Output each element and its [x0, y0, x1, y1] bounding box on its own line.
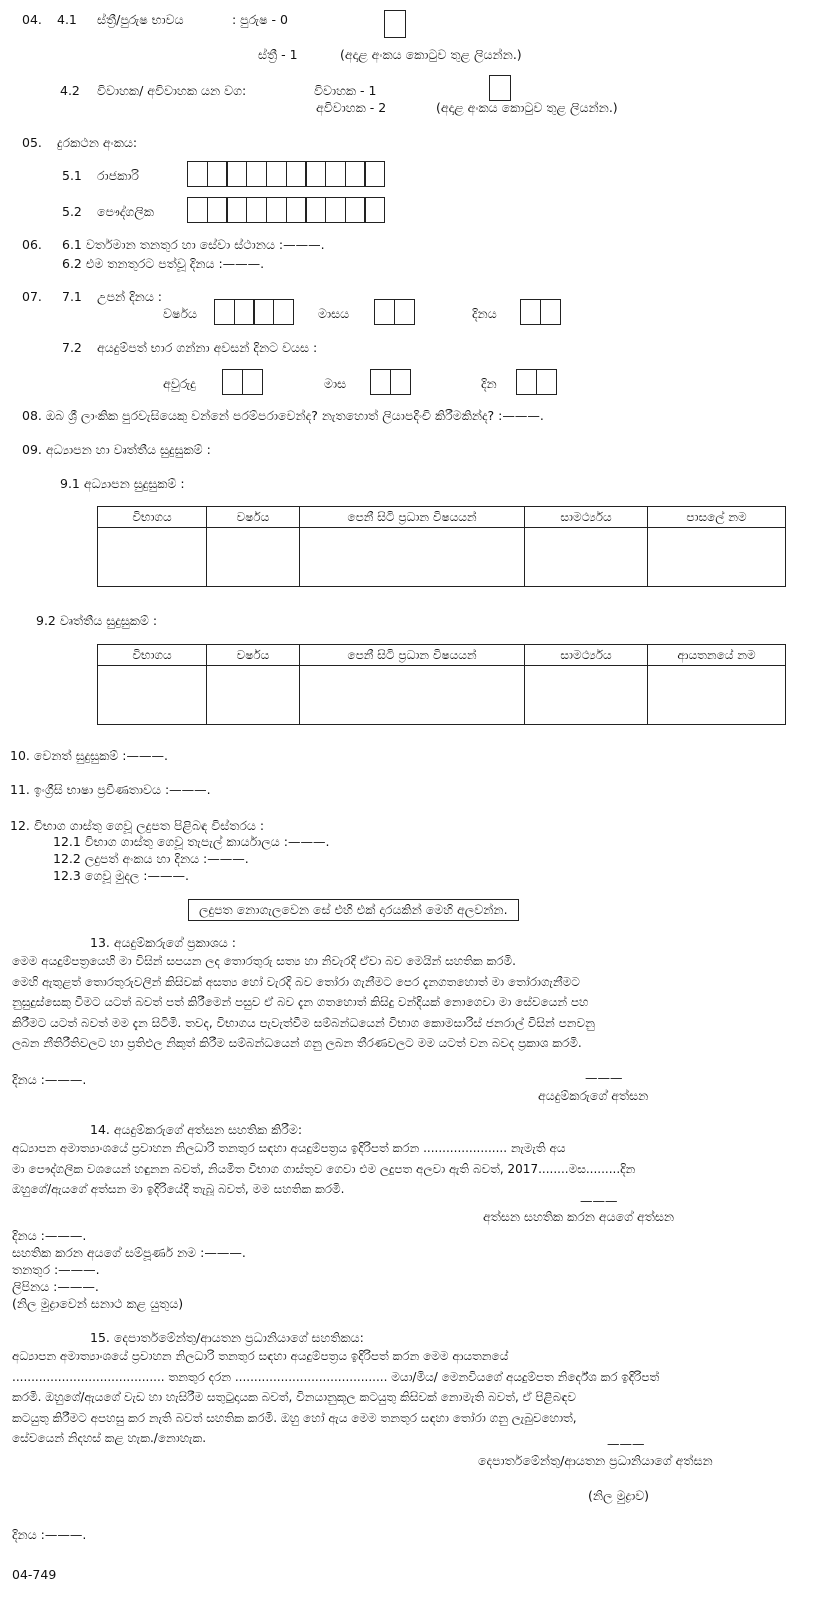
birth-day-boxes[interactable] [520, 299, 559, 325]
birth-month-label: මාසය [318, 306, 350, 321]
certifier-designation-field[interactable]: තනතුර :———. [12, 1262, 100, 1277]
male-option: : පුරුෂ - 0 [232, 12, 288, 27]
certifier-signature-line[interactable]: ——— [580, 1193, 618, 1208]
col-subjects: පෙනී සිටි ප්‍රධාන විෂයයන් [300, 507, 525, 528]
qualifications-title: 09. අධ්‍යාපන හා වෘත්තීය සුදුසුකම් : [22, 442, 211, 457]
signature-certification-title: 14. අයදුම්කරුගේ අත්සන සහතික කිරීම: [90, 1122, 303, 1137]
applicant-signature-label: අයදුම්කරුගේ අත්සන [538, 1088, 649, 1103]
q07-1-number: 7.1 [62, 289, 82, 304]
certifier-name-field[interactable]: සහතික කරන අයගේ සම්පූර්ණ නම :———. [12, 1245, 246, 1260]
declaration-date-field[interactable]: දිනය :———. [12, 1072, 87, 1087]
marital-code-box[interactable] [489, 75, 511, 101]
col-year: වර්ෂය [207, 507, 300, 528]
birth-year-boxes[interactable] [214, 299, 293, 325]
marital-box-note: (අදාළ අංකය කොටුව තුළ ලියන්න.) [436, 100, 618, 115]
q05-number: 05. [22, 135, 42, 150]
footer-code: 04-749 [12, 1567, 57, 1582]
age-days-boxes[interactable] [516, 369, 555, 395]
birth-month-boxes[interactable] [374, 299, 413, 325]
col-school: පාසලේ නම [648, 507, 786, 528]
q04-1-number: 4.1 [57, 12, 77, 27]
official-seal-label: (නිල මුද්‍රාව) [588, 1488, 650, 1503]
declaration-text: මෙම අයදුම්පත්‍රයෙහි මා විසින් සපයන ලද තොරතුරු සත්‍ය හා නිවැරදි ඒවා බව මෙයින් සහතික කරමි. මෙහි ඇතුළත් තොරතුරුවලින් කිසිවක් අසත්‍ය හෝ වැරදි බව තෝරා ගැනීමට පෙර දැනගතහොත් මා තෝරාගැනීමට නුසුදුස්සෙකු වීමට යටත් බවත් පත් කිරීමෙන් පසුව ඒ බව දැන ගතහොත් කිසිදු වන්දියක් නොගෙවා මා සේවයෙන් පහ කිරීමට යටත් බවත් මම දැන සිටිමි. තවද, විභාගය පැවැත්වීම සම්බන්ධයෙන් විභාග කොමසාරිස් ජනරාල් විසින් පනවනු ලබන නීතිරීතිවලට හා ප්‍රතිඵල නිකුත් කිරීම සම්බන්ධයෙන් ගනු ලබන තීරණවලට මම යටත් වන බවද ප්‍රකාශ කරමි. [12, 954, 595, 1050]
appointment-date-field[interactable]: 6.2 එම තනතුරට පත්වූ දිනය :———. [62, 256, 265, 271]
receipt-details-title: 12. විභාග ගාස්තු ගෙවූ ලදුපත පිළිබඳ විස්තරය : [10, 818, 265, 833]
gender-code-box[interactable] [384, 10, 406, 38]
declaration-title: 13. අයදුම්කරුගේ ප්‍රකාශය : [90, 935, 236, 950]
col-exam: විභාගය [98, 645, 207, 666]
head-certificate-date-field[interactable]: දිනය :———. [12, 1527, 87, 1542]
col-institution: ආයතනයේ නම [648, 645, 786, 666]
married-option: විවාහක - 1 [314, 83, 377, 98]
certifier-address-field[interactable]: ලිපිනය :———. [12, 1279, 99, 1294]
other-qualifications-field[interactable]: 10. වෙනත් සුදුසුකම් :———. [10, 748, 168, 763]
col-exam: විභාගය [98, 507, 207, 528]
birth-date-label: උපන් දිනය : [97, 289, 162, 304]
age-years-boxes[interactable] [222, 369, 261, 395]
q06-number: 06. [22, 237, 42, 252]
phone-label: දුරකථන අංකය: [57, 135, 138, 150]
official-phone-boxes[interactable] [187, 161, 384, 187]
head-signature-line[interactable]: ——— [607, 1436, 645, 1451]
col-passes: සාමර්ථ්‍යය [525, 507, 648, 528]
age-months-boxes[interactable] [370, 369, 409, 395]
q07-number: 07. [22, 289, 42, 304]
gender-box-note: (අදාළ අංකය කොටුව තුළ ලියන්න.) [340, 47, 522, 62]
post-office-field[interactable]: 12.1 විභාග ගාස්තු ගෙවූ තැපැල් කාර්යාලය :———. [53, 834, 330, 849]
col-year: වර්ෂය [207, 645, 300, 666]
personal-phone-label: පෞද්ගලික [97, 204, 154, 219]
age-label: අයදුම්පත් භාර ගන්නා අවසන් දිනට වයස : [97, 340, 318, 355]
english-proficiency-field[interactable]: 11. ඉංග්‍රීසි භාෂා ප්‍රවීණතාවය :———. [10, 782, 211, 797]
q04-2-number: 4.2 [60, 83, 80, 98]
education-table[interactable] [97, 506, 786, 587]
q05-1-number: 5.1 [62, 168, 82, 183]
applicant-signature-line[interactable]: ——— [585, 1070, 623, 1085]
unmarried-option: අවිවාහක - 2 [316, 100, 387, 115]
education-qualifications-label: 9.1 අධ්‍යාපන සුදුසුකම් : [60, 476, 185, 491]
certifier-signature-label: අත්සන සහතික කරන අයගේ අත්සන [483, 1209, 674, 1224]
age-days-label: දින [481, 376, 497, 391]
certification-date-field[interactable]: දිනය :———. [12, 1228, 87, 1243]
birth-year-label: වර්ෂය [163, 306, 197, 321]
signature-certification-text: අධ්‍යාපන අමාත්‍යාංශයේ ප්‍රවාහන නිලධාරි තනතුර සඳහා අයදුම්පත්‍රය ඉදිරිපත් කරන ...................... නැමැති අය මා පෞද්ගලික වශයෙන් හඳුනන බවත්, නියමිත විභාග ගාස්තුව ගෙවා එම ලදුපත අලවා ඇති බවත්, 2017........මස.........දින ඔහුගේ/ඇයගේ අත්සන මා ඉදිරියේදී තැබූ බවත්, මම සහතික කරමි. [12, 1141, 636, 1196]
q07-2-number: 7.2 [62, 340, 82, 355]
q05-2-number: 5.2 [62, 204, 82, 219]
table-row [98, 528, 786, 587]
female-option: ස්ත්‍රී - 1 [258, 47, 298, 62]
amount-paid-field[interactable]: 12.3 ගෙවූ මුදල :———. [53, 868, 189, 883]
receipt-paste-area[interactable]: ලදුපත නොගැලවෙන සේ එහි එක් දාරයකින් මෙහි අලවන්න. [188, 899, 519, 921]
col-subjects: පෙනී සිටි ප්‍රධාන විෂයයන් [300, 645, 525, 666]
head-signature-label: දෙපාර්තමේන්තු/ආයතන ප්‍රධානියාගේ අත්සන [478, 1453, 713, 1468]
official-phone-label: රාජකාරි [97, 168, 139, 183]
receipt-number-field[interactable]: 12.2 ලදුපත් අංකය හා දිනය :———. [53, 851, 249, 866]
q04-number: 04. [22, 12, 42, 27]
personal-phone-boxes[interactable] [187, 197, 384, 223]
age-years-label: අවුරුදු [163, 376, 196, 391]
age-months-label: මාස [324, 376, 347, 391]
table-row [98, 666, 786, 725]
current-post-field[interactable]: 6.1 වර්තමාන තනතුර හා සේවා ස්ථානය :———. [62, 237, 325, 252]
head-certificate-title: 15. දෙපාර්තමේන්තු/ආයතන ප්‍රධානියාගේ සහතිකය: [90, 1330, 364, 1345]
head-certificate-text: අධ්‍යාපන අමාත්‍යාංශයේ ප්‍රවාහන නිලධාරි තනතුර සඳහා අයදුම්පත්‍රය ඉදිරිපත් කරන මෙම ආයතනයේ ........................................ තනතුර දරන ........................................ මයා/මිය/ මෙනවියගේ අයදුම්පත නිර්දේශ කර ඉදිරිපත් කරමි. ඔහුගේ/ඇයගේ වැඩ හා හැසිරීම සතුටුදායක බවත්, විනයානුකූල කටයුතු කිසිවක් නොමැති බවත්, ඒ පිළිබඳව කටයුතු කිරීමට අපහසු කර නැති බවත් සහතික කරමි. ඔහු හෝ ඇය මෙම තනතුර සඳහා තෝරා ගනු ලැබුවහොත්, සේවයෙන් නිදහස් කළ හැක./නොහැක. [12, 1349, 660, 1445]
marital-status-label: විවාහක/ අවිවාහක යන වග: [97, 83, 247, 98]
professional-qualifications-label: 9.2 වෘත්තීය සුදුසුකම් : [36, 613, 158, 628]
col-passes: සාමර්ථ්‍යය [525, 645, 648, 666]
seal-note: (නිල මුද්‍රාවෙන් සනාථ කළ යුතුය) [12, 1296, 184, 1311]
gender-label: ස්ත්‍රී/පුරුෂ භාවය [97, 12, 184, 27]
birth-day-label: දිනය [472, 306, 497, 321]
professional-table[interactable] [97, 644, 786, 725]
citizenship-question[interactable]: 08. ඔබ ශ්‍රී ලාංකික පුරවැසියෙකු වන්නේ පරම්පරාවෙන්ද? නැතහොත් ලියාපදිංචි කිරීමකින්ද? :———. [22, 408, 544, 423]
